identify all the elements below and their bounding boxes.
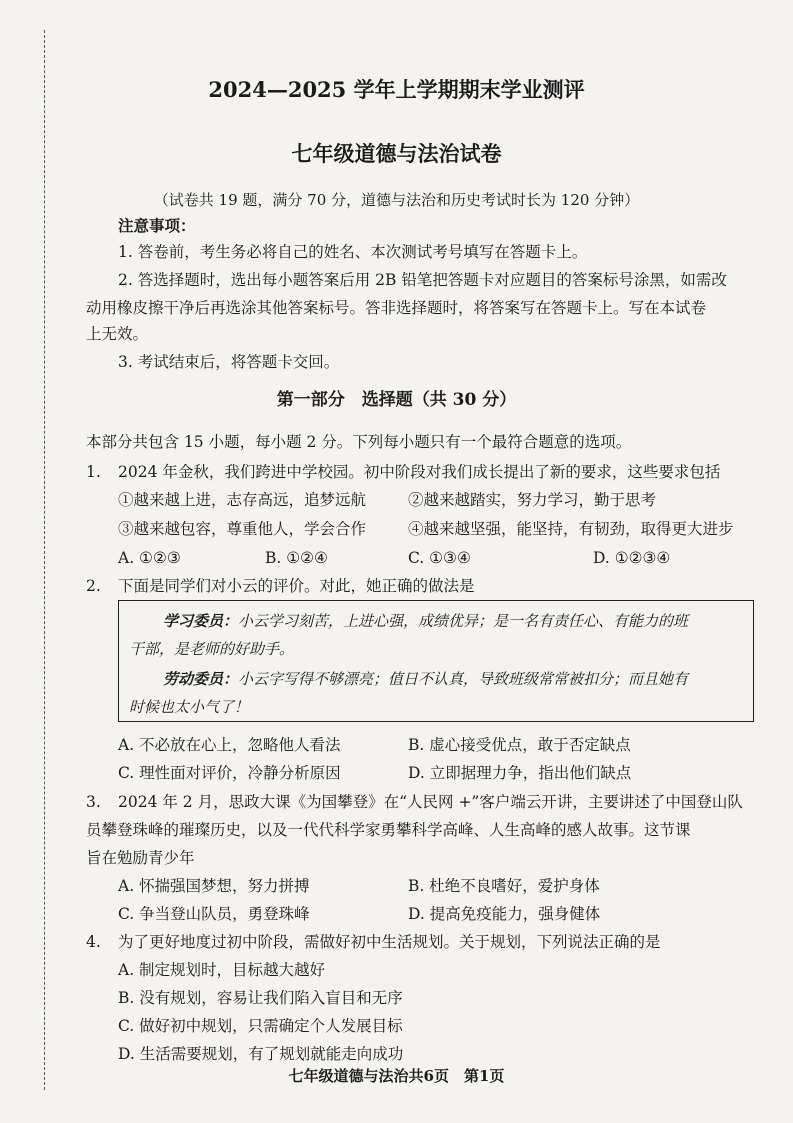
- question-number: 4.: [86, 933, 101, 951]
- notice-line: 3. 考试结束后，将答题卡交回。: [118, 353, 340, 371]
- answer-option: B. 虚心接受优点，敢于否定缺点: [408, 736, 631, 754]
- statement-item: ①越来越上进，志存高远，追梦远航: [118, 491, 367, 509]
- question-number: 1.: [86, 463, 101, 481]
- answer-option: D. ①②③④: [593, 549, 671, 567]
- evaluation-line: [163, 669, 688, 689]
- evaluation-line: [163, 611, 688, 631]
- answer-option: B. ①②④: [265, 549, 328, 567]
- exam-subject-title: 七年级道德与法治试卷: [291, 141, 502, 166]
- answer-option: A. 不必放在心上，忽略他人看法: [118, 736, 341, 754]
- answer-option: C. 理性面对评价，冷静分析原因: [118, 764, 341, 782]
- question-stem: 2024 年金秋，我们跨进中学校园。初中阶段对我们成长提出了新的要求，这些要求包括: [118, 463, 721, 481]
- question-stem: 2024 年 2 月，思政大课《为国攀登》在“人民网 +”客户端云开讲，主要讲述了中国登山队: [118, 793, 743, 811]
- question-stem: 下面是同学们对小云的评价。对此，她正确的做法是: [118, 577, 475, 595]
- notice-line: 2. 答选择题时，选出每小题答案后用 2B 铅笔把答题卡对应题目的答案标号涂黑，如需改: [118, 271, 727, 289]
- answer-option: B. 没有规划，容易让我们陷入盲目和无序: [118, 989, 403, 1007]
- answer-option: D. 提高免疫能力，强身健体: [408, 905, 601, 923]
- answer-option: C. 争当登山队员，勇登珠峰: [118, 905, 310, 923]
- answer-option: A. 怀揣强国梦想，努力拼搏: [118, 877, 310, 895]
- question-stem: 员攀登珠峰的璀璨历史，以及一代代科学家勇攀科学高峰、人生高峰的感人故事。这节课: [86, 821, 691, 839]
- notice-heading: 注意事项：: [118, 216, 196, 235]
- statement-item: ②越来越踏实，努力学习，勤于思考: [408, 491, 657, 509]
- answer-option: D. 生活需要规划，有了规划就能走向成功: [118, 1045, 404, 1063]
- notice-line: 上无效。: [86, 325, 149, 343]
- evaluation-text: 小云学习刻苦，上进心强，成绩优异；是一名有责任心、有能力的班: [238, 612, 689, 630]
- notice-line: 1. 答卷前，考生务必将自己的姓名、本次测试考号填写在答题卡上。: [118, 243, 588, 261]
- answer-option: C. ①③④: [408, 549, 471, 567]
- answer-option: C. 做好初中规划，只需确定个人发展目标: [118, 1017, 403, 1035]
- question-number: 2.: [86, 577, 101, 595]
- page-footer: 七年级道德与法治共6页 第1页: [288, 1067, 505, 1085]
- question-stem: 为了更好地度过初中阶段，需做好初中生活规划。关于规划，下列说法正确的是: [118, 933, 661, 951]
- answer-option: D. 立即据理力争，指出他们缺点: [408, 764, 632, 782]
- question-number: 3.: [86, 793, 101, 811]
- answer-option: A. ①②③: [118, 549, 181, 567]
- question-stem: 旨在勉励青少年: [86, 849, 195, 867]
- exam-info: （试卷共 19 题，满分 70 分，道德与法治和历史考试时长为 120 分钟）: [153, 191, 640, 209]
- section-title: 第一部分 选择题（共 30 分）: [276, 390, 517, 410]
- evaluation-box: [118, 600, 754, 722]
- exam-title: 2024—2025 学年上学期期末学业测评: [208, 77, 585, 102]
- evaluation-text: 干部，是老师的好助手。: [129, 640, 295, 658]
- statement-item: ③越来越包容，尊重他人，学会合作: [118, 520, 367, 538]
- answer-option: B. 杜绝不良嗜好，爱护身体: [408, 877, 600, 895]
- section-intro: 本部分共包含 15 小题，每小题 2 分。下列每小题只有一个最符合题意的选项。: [86, 433, 632, 451]
- evaluation-text: 时候也太小气了！: [129, 698, 250, 716]
- evaluator-role: 劳动委员：: [163, 670, 239, 688]
- answer-option: A. 制定规划时，目标越大越好: [118, 961, 326, 979]
- evaluation-text: 小云字写得不够漂亮；值日不认真，导致班级常常被扣分；而且她有: [238, 670, 689, 688]
- evaluator-role: 学习委员：: [163, 612, 239, 630]
- statement-item: ④越来越坚强，能坚持，有韧劲，取得更大进步: [408, 520, 734, 538]
- notice-line: 动用橡皮擦干净后再选涂其他答案标号。答非选择题时，将答案写在答题卡上。写在本试卷: [86, 299, 707, 317]
